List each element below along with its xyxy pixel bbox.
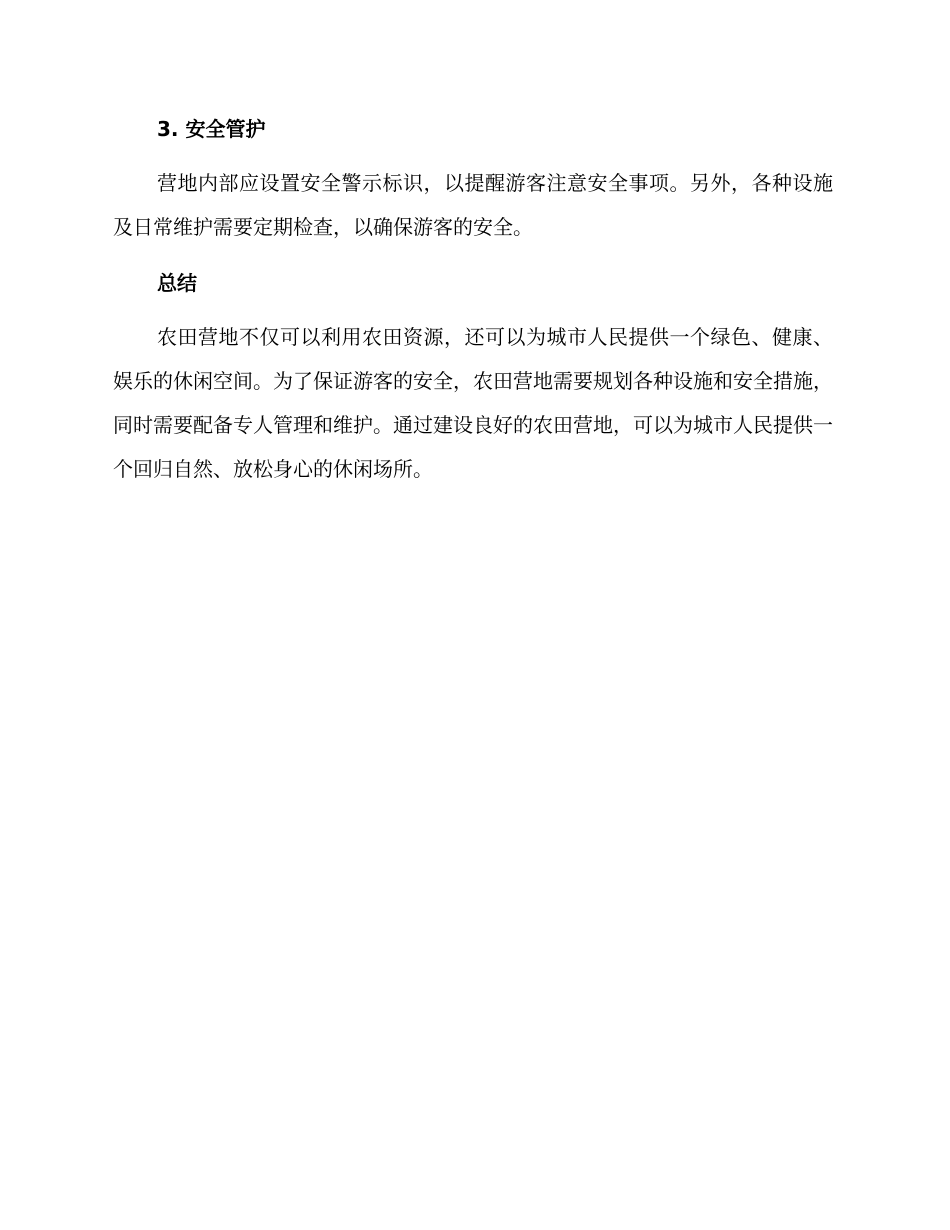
section-paragraph-summary: 农田营地不仅可以利用农田资源，还可以为城市人民提供一个绿色、健康、娱乐的休闲空间。为了保证游客的安全，农田营地需要规划各种设施和安全措施，同时需要配备专人管理和维护。通过建设良好的农田营地，可以为城市人民提供一个回归自然、放松身心的休闲场所。 (113, 325, 833, 481)
section-paragraph-safety: 营地内部应设置安全警示标识，以提醒游客注意安全事项。另外，各种设施及日常维护需要定期检查，以确保游客的安全。 (113, 171, 833, 239)
section-heading-safety: 3. 安全管护 (157, 117, 266, 141)
document-body (113, 108, 833, 504)
section-heading-summary: 总结 (157, 271, 197, 295)
